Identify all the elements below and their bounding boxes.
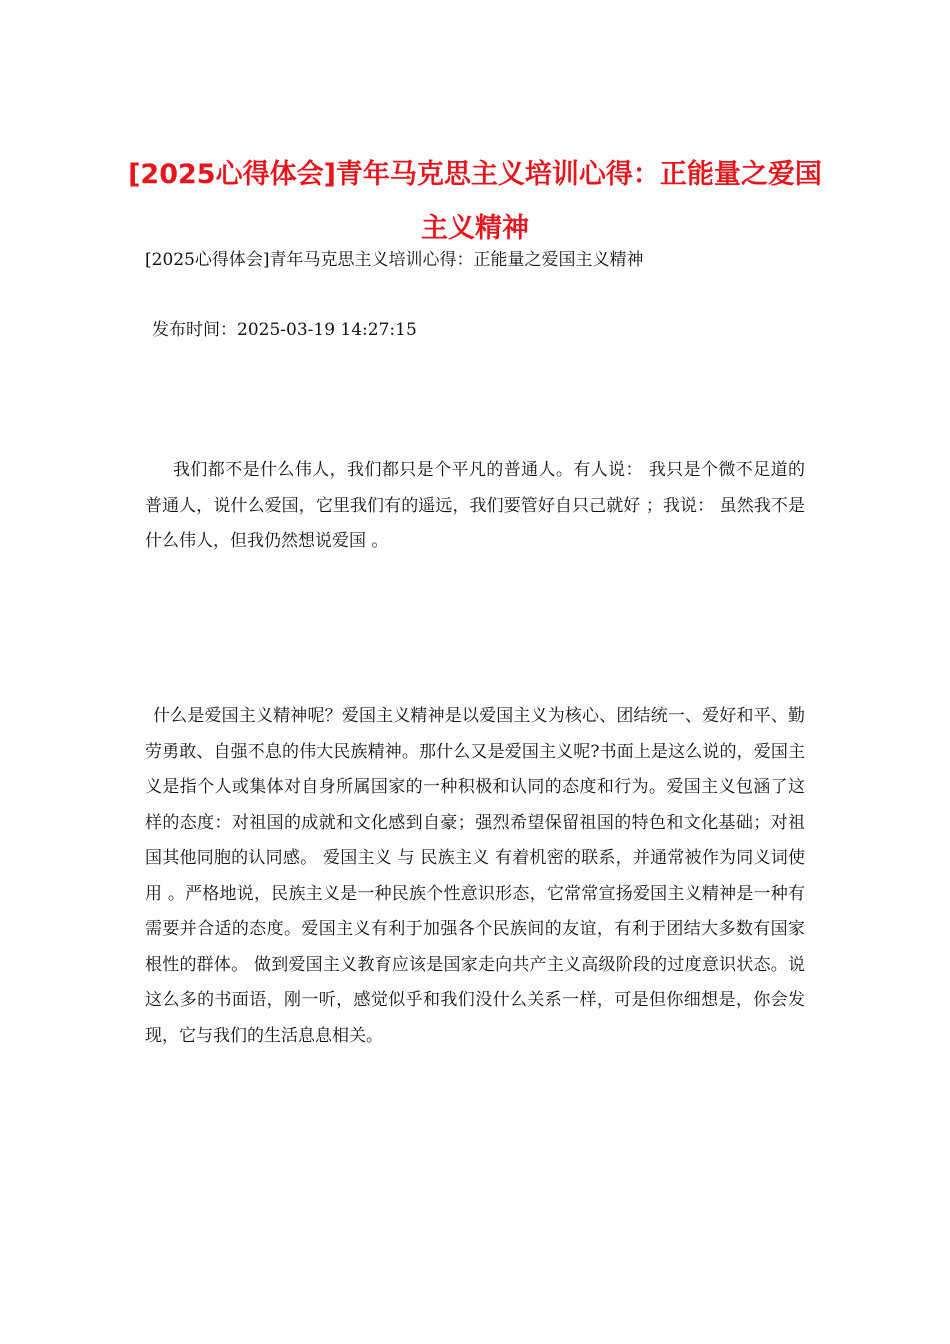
body-paragraph: 什么是爱国主义精神呢？爱国主义精神是以爱国主义为核心、团结统一、爱好和平、勤劳勇敢、自强不息的伟大民族精神。那什么又是爱国主义呢?书面上是这么说的，爱国主义是指个人或集体对自身所属国家的一种积极和认同的态度和行为。爱国主义包涵了这样的态度：对祖国的成就和文化感到自豪；强烈希望保留祖国的特色和文化基础；对祖国其他同胞的认同感。 爱国主义 与 民族主义 有着机密的联系，并通常被作为同义词使用 。严格地说，民族主义是一种民族个性意识形态，它常常宣扬爱国主义精神是一种有需要并合适的态度。爱国主义有利于加强各个民族间的友谊，有利于团结大多数有国家根性的群体。 做到爱国主义教育应该是国家走向共产主义高级阶段的过度意识状态。说这么多的书面语，刚一听，感觉似乎和我们没什么关系一样，可是但你细想是，你会发现，它与我们的生活息息相关。 xyxy=(145,706,805,1046)
document-subtitle: [2025心得体会]青年马克思主义培训心得：正能量之爱国主义精神 xyxy=(145,250,644,270)
document-title: [2025心得体会]青年马克思主义培训心得：正能量之爱国主义精神 xyxy=(128,159,822,244)
body-paragraph: 我们都不是什么伟人，我们都只是个平凡的普通人。有人说： 我只是个微不足道的普通人，说什么爱国，它里我们有的遥远，我们要管好自只己就好 ；我说： 虽然我不是什么伟人，但我仍然想说爱国 。 xyxy=(145,460,805,551)
publish-time: 发布时间：2025-03-19 14:27:15 xyxy=(152,320,417,340)
